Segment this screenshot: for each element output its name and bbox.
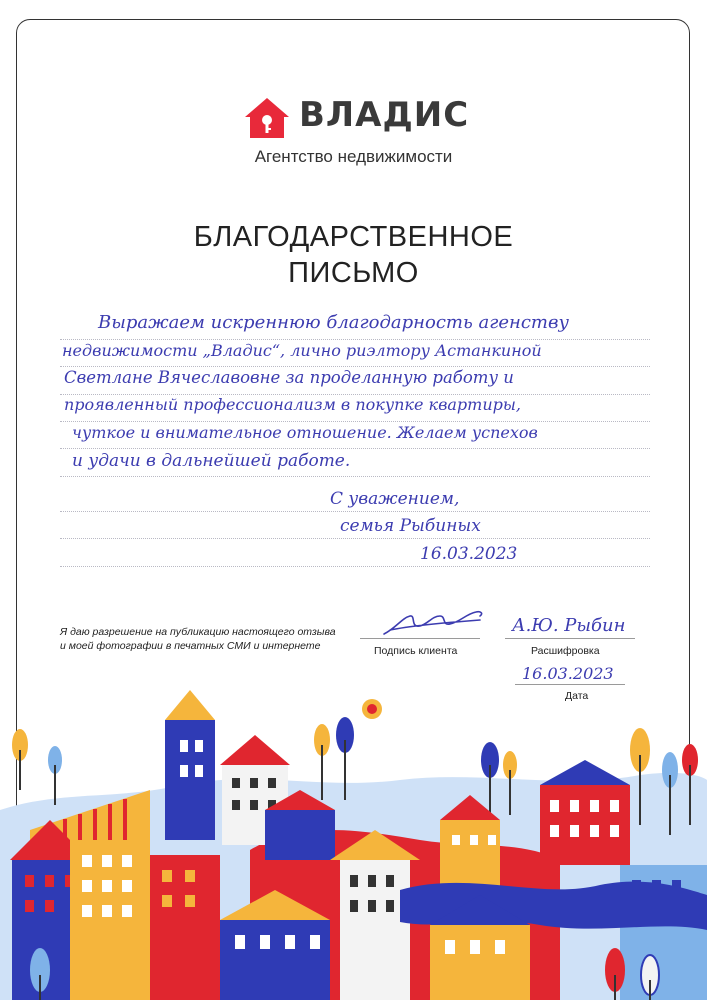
publication-consent bbox=[60, 625, 336, 653]
agency-logo bbox=[244, 95, 470, 141]
writing-line bbox=[60, 511, 650, 512]
letter-line: проявленный профессионализм в покупке квартиры, bbox=[64, 395, 521, 414]
writing-line bbox=[60, 538, 650, 539]
letter-line: Выражаем искреннюю благодарность агенству bbox=[98, 312, 569, 333]
writing-line bbox=[60, 366, 650, 367]
agency-subtitle: Агентство недвижимости bbox=[254, 147, 453, 166]
brand-name: ВЛАДИС bbox=[299, 95, 470, 135]
letter-date: 16.03.2023 bbox=[420, 544, 518, 564]
date-caption: Дата bbox=[565, 690, 589, 702]
letter-signature-name: семья Рыбиных bbox=[340, 516, 481, 536]
letter-line: Светлане Вячеславовне за проделанную работу и bbox=[64, 368, 514, 387]
client-signature-caption: Подпись клиента bbox=[374, 645, 458, 657]
writing-line bbox=[60, 421, 650, 422]
date-value: 16.03.2023 bbox=[522, 664, 614, 683]
date-line bbox=[515, 684, 625, 685]
writing-line bbox=[60, 566, 650, 567]
consent-line-2: и моей фотографии в печатных СМИ и интернете bbox=[60, 640, 321, 652]
decoding-caption: Расшифровка bbox=[531, 645, 600, 657]
writing-line bbox=[60, 476, 650, 477]
document-title-line-2: ПИСЬМО bbox=[288, 257, 419, 289]
client-signature-scribble bbox=[380, 606, 490, 640]
writing-line bbox=[60, 448, 650, 449]
writing-line bbox=[60, 339, 650, 340]
city-illustration bbox=[0, 690, 707, 1000]
house-key-icon bbox=[244, 97, 290, 139]
letter-line: чуткое и внимательное отношение. Желаем успехов bbox=[72, 423, 538, 442]
client-signature-line bbox=[360, 638, 480, 639]
consent-line-1: Я даю разрешение на публикацию настоящего отзыва bbox=[60, 626, 336, 638]
letter-closing: С уважением, bbox=[330, 489, 460, 509]
decoding-line bbox=[505, 638, 635, 639]
document-title-line-1: БЛАГОДАРСТВЕННОЕ bbox=[193, 221, 514, 253]
letter-line: недвижимости „Владис“, лично риэлтору Астанкиной bbox=[62, 341, 542, 360]
letter-line: и удачи в дальнейшей работе. bbox=[72, 451, 351, 471]
decoding-value: А.Ю. Рыбин bbox=[512, 615, 626, 636]
